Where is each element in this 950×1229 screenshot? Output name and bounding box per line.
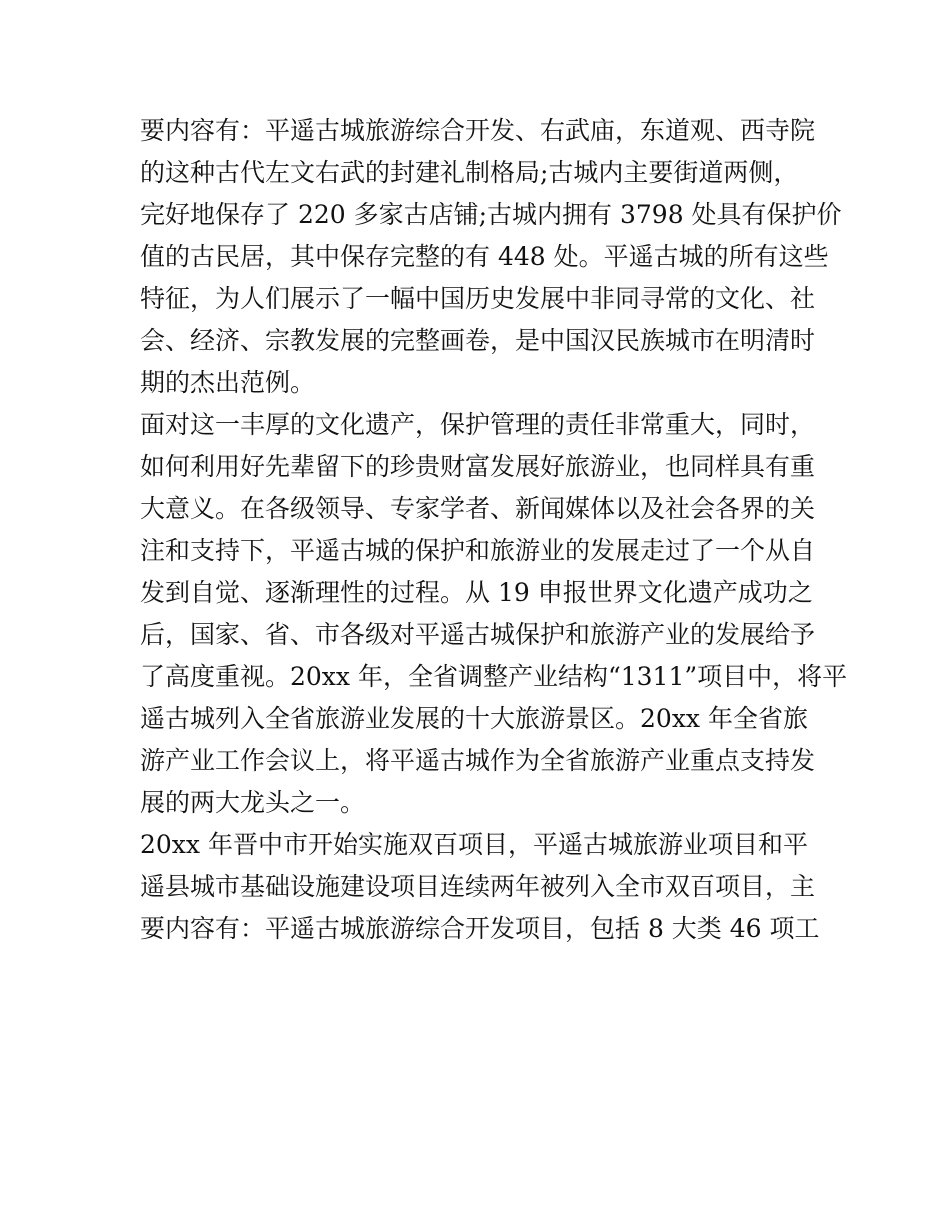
text-line: 特征，为人们展示了一幅中国历史发展中非同寻常的文化、社	[140, 284, 816, 313]
text-line: 游产业工作会议上，将平遥古城作为全省旅游产业重点支持发	[140, 746, 816, 775]
text-line: 了高度重视。20xx 年，全省调整产业结构“1311”项目中，将平	[140, 662, 848, 691]
text-line: 如何利用好先辈留下的珍贵财富发展好旅游业，也同样具有重	[140, 452, 816, 481]
text-line: 注和支持下，平遥古城的保护和旅游业的发展走过了一个从自	[140, 536, 816, 565]
text-line: 大意义。在各级领导、专家学者、新闻媒体以及社会各界的关	[140, 494, 816, 523]
text-line: 值的古民居，其中保存完整的有 448 处。平遥古城的所有这些	[140, 242, 829, 271]
text-line: 期的杰出范例。	[140, 368, 316, 397]
text-line: 遥县城市基础设施建设项目连续两年被列入全市双百项目，主	[140, 872, 816, 901]
text-line: 20xx 年晋中市开始实施双百项目，平遥古城旅游业项目和平	[140, 830, 808, 859]
text-line: 面对这一丰厚的文化遗产，保护管理的责任非常重大，同时，	[140, 410, 816, 439]
text-line: 要内容有：平遥古城旅游综合开发项目，包括 8 大类 46 项工	[140, 914, 820, 943]
text-line: 要内容有：平遥古城旅游综合开发、右武庙，东道观、西寺院	[140, 116, 816, 145]
text-line: 展的两大龙头之一。	[140, 788, 366, 817]
text-line: 遥古城列入全省旅游业发展的十大旅游景区。20xx 年全省旅	[140, 704, 808, 733]
text-line: 完好地保存了 220 多家古店铺;古城内拥有 3798 处具有保护价	[140, 200, 842, 229]
text-line: 的这种古代左文右武的封建礼制格局;古城内主要街道两侧，	[140, 158, 799, 187]
text-line: 会、经济、宗教发展的完整画卷，是中国汉民族城市在明清时	[140, 326, 816, 355]
document-body	[140, 110, 848, 950]
text-line: 后，国家、省、市各级对平遥古城保护和旅游产业的发展给予	[140, 620, 816, 649]
text-line: 发到自觉、逐渐理性的过程。从 19 申报世界文化遗产成功之	[140, 578, 813, 607]
